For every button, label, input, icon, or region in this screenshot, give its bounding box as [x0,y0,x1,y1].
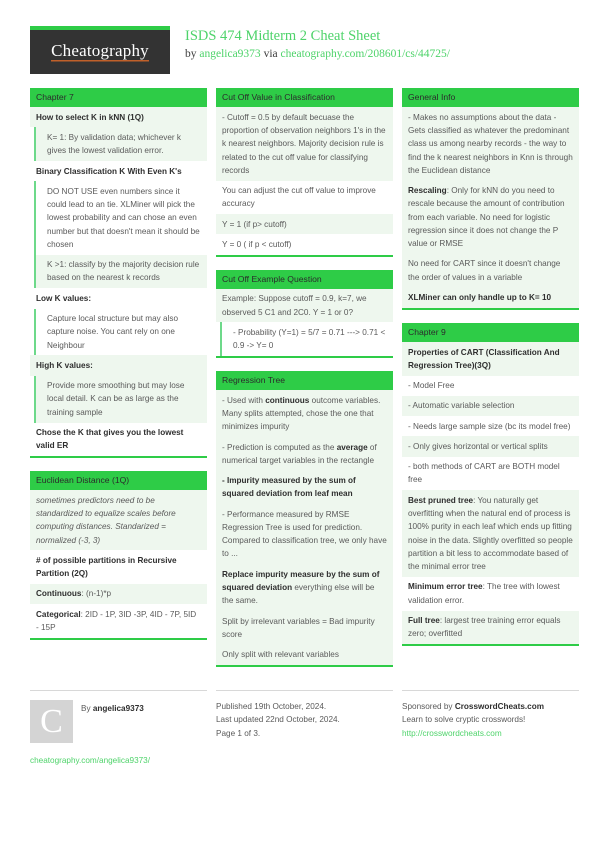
card [216,270,393,358]
card-title: Regression Tree [216,371,393,390]
card-row: Categorical: 2ID - 1P, 3ID -3P, 4ID - 7P, 5ID - 15P [30,604,207,638]
card [402,323,579,646]
cheatsheet-columns [30,88,572,680]
card-row: - Makes no assumptions about the data - Gets classified as whatever the predominant class us among nearby records - the way to find the k nearest neighbors in Knn is through the Euclidean distance [402,107,579,180]
card-row: - Performance measured by RMSE Regression Tree is used for prediction. Compared to classification tree, we only have to ... [216,504,393,564]
card-row: Example: Suppose cutoff = 0.9, k=7, we observed 5 C1 and 2C0. Y = 1 or 0? [216,289,393,323]
card-row: DO NOT USE even numbers since it could lead to an tie. XLMiner will pick the lowest probability and can chose an even number but that doesn't mean it should be chosen [34,181,207,254]
card-row: Full tree: largest tree training error equals zero; overfitted [402,611,579,645]
footer-sponsor-column [402,690,579,767]
card-row: K= 1: By validation data; whichever k gives the lowest validation error. [34,127,207,161]
published-date: Published 19th October, 2024. [216,701,327,711]
card [216,371,393,667]
card-row: - both methods of CART are BOTH model free [402,457,579,491]
profile-link[interactable]: cheatography.com/angelica9373/ [30,755,151,765]
title-block [170,26,450,62]
page-footer [30,682,572,767]
card-title: Cut Off Example Question [216,270,393,289]
avatar: C [30,700,73,743]
card-row: Minimum error tree: The tree with lowest validation error. [402,577,579,611]
card-row: - Model Free [402,376,579,396]
card-row: How to select K in kNN (1Q) [30,107,207,127]
card-row: Rescaling: Only for kNN do you need to rescale because the amount of contribution from each variable. No need for logistic regression since it does not change the P value or RMSE [402,181,579,254]
card [402,88,579,310]
card-row: You can adjust the cut off value to improve accuracy [216,181,393,215]
author-by-label: By [81,703,93,713]
sponsor-link[interactable]: http://crosswordcheats.com [402,728,502,738]
card-row: XLMiner can only handle up to K= 10 [402,288,579,308]
card-row: - Needs large sample size (bc its model free) [402,416,579,436]
page-title: ISDS 474 Midterm 2 Cheat Sheet [185,28,381,44]
card-row: - Only gives horizontal or vertical splits [402,436,579,456]
card-row: High K values: [30,355,207,375]
byline [185,48,450,62]
column-3 [402,88,579,659]
card-title: Euclidean Distance (1Q) [30,471,207,490]
card-title: General Info [402,88,579,107]
card-row: Binary Classification K With Even K's [30,161,207,181]
card-row: Capture local structure but may also capture noise. You cant rely on one Neighbour [34,309,207,356]
card-row: - Cutoff = 0.5 by default becuase the proportion of observation neighbors 1's in the k nearest neighbors. Majority decision rule is related to the cut off value for classifying records [216,107,393,180]
author-row [30,700,207,743]
source-url-link[interactable]: cheatography.com/208601/cs/44725/ [280,47,450,60]
card-row: - Impurity measured by the sum of squared deviation from leaf mean [216,471,393,505]
card-row: No need for CART since it doesn't change the order of values in a variable [402,254,579,288]
card-row: Only split with relevant variables [216,645,393,665]
card-row: # of possible partitions in Recursive Partition (2Q) [30,550,207,584]
author-name [81,700,144,715]
card-row: - Used with continuous outcome variables. Many splits attempted, chose the one that minimizes impurity [216,390,393,437]
footer-publish-column [216,690,393,767]
logo-text: Cheatography [51,41,149,63]
card-row: Best pruned tree: You naturally get overfitting when the natural end of process is 100% purity in each leaf which ends up fitting noise in the data. Slightly overfitted so people partition a bit less to accommodate based of the minimal error tree [402,490,579,577]
card-row: Continuous: (n-1)*p [30,584,207,604]
card-row: Y = 0 ( if p < cutoff) [216,234,393,254]
card [216,88,393,257]
byline-prefix: by [185,47,200,60]
column-2 [216,88,393,680]
sponsor-name: CrosswordCheats.com [454,701,544,711]
card-row: - Prediction is computed as the average of numerical target variables in the rectangle [216,437,393,471]
card-row: Chose the K that gives you the lowest valid ER [30,423,207,457]
card-title: Chapter 9 [402,323,579,342]
byline-via: via [260,47,281,60]
updated-date: Last updated 22nd October, 2024. [216,715,340,725]
card-row: sometimes predictors need to be standardized to equalize scales before computing distances. Standarized = normalized (-3, 3) [30,490,207,550]
card-row: Y = 1 (if p> cutoff) [216,214,393,234]
card [30,88,207,458]
card-row: K >1: classify by the majority decision rule based on the nearest k records [34,255,207,289]
card-row: Provide more smoothing but may lose local detail. K can be as large as the training sample [34,376,207,423]
card-row: Properties of CART (Classification And Regression Tree)(3Q) [402,342,579,376]
card-row: Low K values: [30,288,207,308]
footer-author-column [30,690,207,767]
card-title: Cut Off Value in Classification [216,88,393,107]
card-title: Chapter 7 [30,88,207,107]
card-row: - Probability (Y=1) = 5/7 = 0.71 ---> 0.71 < 0.9 -> Y= 0 [220,322,393,356]
author-handle: angelica9373 [92,703,144,713]
sponsor-prefix: Sponsored by [402,701,455,711]
sponsor-tagline: Learn to solve cryptic crosswords! [402,715,526,725]
page-header [30,26,572,76]
author-link[interactable]: angelica9373 [199,47,261,60]
sponsor-line [402,700,579,713]
page-number: Page 1 of 3. [216,728,261,738]
card-row: Replace impurity measure by the sum of squared deviation everything else will be the same. [216,564,393,611]
card-row: Split by irrelevant variables = Bad impurity score [216,611,393,645]
card [30,471,207,640]
card-row: - Automatic variable selection [402,396,579,416]
column-1 [30,88,207,653]
cheatography-logo[interactable] [30,26,170,74]
